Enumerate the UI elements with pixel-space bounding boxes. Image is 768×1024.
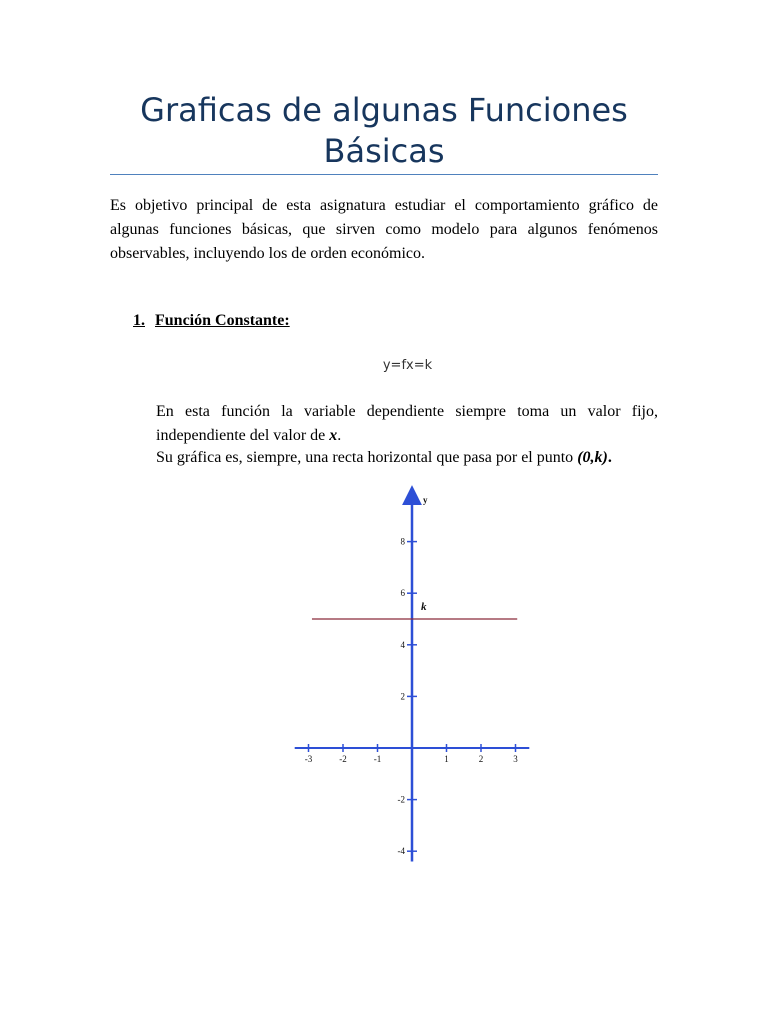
point-label: (0,k) (577, 449, 608, 466)
title-line-2: Básicas (323, 132, 445, 170)
y-axis-label: y (423, 495, 428, 506)
paragraph-definition (156, 400, 658, 448)
y-tick-label-0: 8 (400, 536, 405, 547)
y-tick-label-1: 6 (400, 588, 405, 599)
intro-paragraph: Es objetivo principal de esta asignatura estudiar el comportamiento gráfico de algunas funciones básicas, que sirven como modelo para algunos fenómenos observables, incluyendo los de orden económico. (110, 197, 658, 262)
y-tick-label-5: -4 (397, 846, 405, 857)
section-title: Función Constante: (155, 312, 290, 329)
y-tick-label-2: 4 (400, 639, 405, 650)
constant-function-graph (280, 485, 540, 870)
x-tick-label-0: -3 (304, 754, 313, 764)
paragraph-graph-description (156, 446, 658, 470)
definition-text: En esta función la variable dependiente siempre toma un valor fijo, independiente del valor de (156, 403, 658, 444)
section-number: 1. (133, 312, 145, 329)
y-tick-label-4: -2 (397, 794, 405, 805)
graph-description-end: . (607, 449, 612, 466)
definition-end: . (337, 427, 342, 444)
section-heading (133, 312, 290, 330)
formula: y=fx=k (382, 358, 433, 373)
y-tick-label-3: 2 (400, 691, 405, 702)
graph-description-text: Su gráfica es, siempre, una recta horizontal que pasa por el punto (156, 449, 578, 466)
title-line-1: Graficas de algunas Funciones (140, 91, 628, 129)
variable-x: x (329, 427, 338, 444)
y-ticks (398, 537, 418, 857)
x-tick-label-4: 2 (478, 754, 484, 764)
page-title (110, 90, 658, 172)
title-underline (110, 174, 658, 175)
x-tick-label-3: 1 (444, 754, 449, 764)
x-tick-label-2: -1 (373, 754, 382, 764)
k-label: k (421, 601, 427, 613)
x-tick-label-1: -2 (339, 754, 347, 764)
x-tick-label-5: 3 (513, 754, 518, 764)
